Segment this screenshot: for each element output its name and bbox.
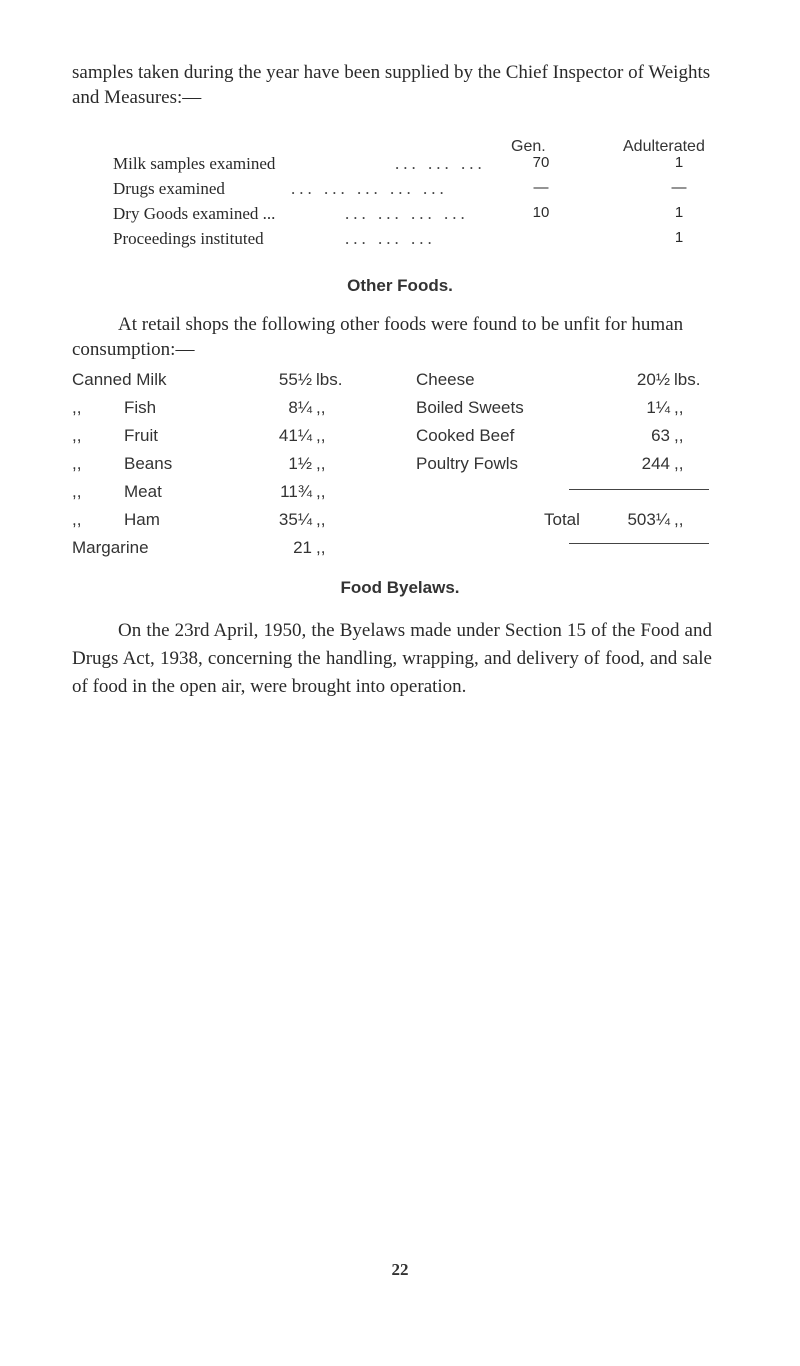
food-row	[72, 538, 732, 562]
gen-value: 10	[532, 204, 550, 221]
adulterated-value: 1	[674, 229, 684, 246]
food-name: Cooked Beef	[416, 426, 515, 445]
food-name-text: Meat	[124, 482, 162, 501]
byelaws-paragraph	[72, 617, 712, 701]
row-label: Proceedings instituted	[113, 229, 264, 248]
total-rule-top	[569, 489, 709, 490]
ditto-mark: ,,	[72, 510, 82, 529]
inspection-row	[113, 179, 713, 201]
inspection-row	[113, 204, 713, 226]
byelaws-text: On the 23rd April, 1950, the Byelaws made under Section 15 of the Food and Drugs Act, 1938, concerning the handling, wrapping, and delivery of food, and sale of food in the open air, were brought into operation.	[72, 620, 712, 697]
leader-dots: ... ... ...	[395, 154, 486, 173]
food-qty: 1½	[288, 454, 312, 473]
adulterated-value: —	[671, 179, 687, 196]
col-adulterated-header: Adulterated	[623, 138, 705, 155]
row-label: Dry Goods examined ...	[113, 204, 276, 223]
leader-dots: ... ... ... ... ...	[291, 179, 448, 198]
ditto-mark: ,,	[72, 454, 82, 473]
food-qty: 35¼	[278, 510, 312, 529]
food-unit: ,,	[316, 454, 326, 473]
ditto-mark: ,,	[72, 482, 82, 501]
food-unit: ,,	[316, 482, 326, 501]
other-foods-intro-text: At retail shops the following other foods were found to be unfit for human consumption:—	[72, 314, 684, 360]
food-amount	[622, 426, 732, 446]
leader-dots: ... ... ... ...	[345, 204, 469, 223]
inspection-row	[113, 229, 713, 251]
food-row	[72, 482, 732, 506]
food-amount	[622, 454, 732, 474]
food-name-text: Beans	[124, 454, 173, 473]
col-gen-header: Gen.	[511, 138, 546, 155]
food-unit: ,,	[674, 398, 684, 417]
inspection-row	[113, 154, 713, 176]
total-rule-bottom	[569, 543, 709, 544]
food-qty: 1¼	[646, 398, 670, 417]
total-row	[72, 510, 732, 534]
food-amount	[272, 482, 360, 502]
food-qty: 63	[651, 426, 670, 445]
food-amount	[272, 538, 360, 558]
food-qty: 20½	[636, 370, 670, 389]
row-label: Drugs examined	[113, 179, 225, 198]
food-qty: 21	[293, 538, 312, 557]
food-unit: ,,	[316, 538, 326, 557]
total-qty: 503¼	[627, 510, 670, 529]
total-label: Total	[544, 510, 580, 529]
total-unit: ,,	[674, 510, 684, 529]
food-qty: 8¼	[288, 398, 312, 417]
food-name: Poultry Fowls	[416, 454, 519, 473]
byelaws-heading: Food Byelaws.	[340, 578, 460, 597]
food-name: Margarine	[72, 538, 149, 557]
food-qty: 41¼	[278, 426, 312, 445]
food-name: Boiled Sweets	[416, 398, 524, 417]
food-name: Cheese	[416, 370, 475, 389]
food-name-text: Ham	[124, 510, 160, 529]
food-amount	[622, 370, 732, 390]
food-row-right	[72, 370, 732, 394]
food-name	[72, 482, 162, 502]
food-row-right	[72, 398, 732, 422]
food-unit: ,,	[674, 454, 684, 473]
food-unit: ,,	[316, 426, 326, 445]
gen-value: —	[533, 179, 549, 196]
food-name-text: Fruit	[124, 426, 158, 445]
leader-dots: ... ... ...	[345, 229, 436, 248]
food-row-right	[72, 426, 732, 450]
food-qty: 11¾	[280, 482, 312, 501]
food-name-text: Fish	[124, 398, 157, 417]
food-name: Canned Milk	[72, 370, 167, 389]
adulterated-value: 1	[674, 154, 684, 171]
gen-value: 70	[532, 154, 550, 171]
other-foods-heading: Other Foods.	[347, 276, 453, 295]
food-unit: ,,	[674, 426, 684, 445]
ditto-mark: ,,	[72, 426, 82, 445]
intro-paragraph: samples taken during the year have been supplied by the Chief Inspector of Weights and Measures:—	[72, 62, 711, 108]
ditto-mark: ,,	[72, 398, 82, 417]
food-qty: 244	[641, 454, 670, 473]
food-unit: lbs.	[316, 370, 343, 389]
food-unit: lbs.	[674, 370, 701, 389]
page-number: 22	[391, 1260, 409, 1279]
food-unit: ,,	[316, 398, 326, 417]
food-qty: 55½	[278, 370, 312, 389]
adulterated-value: 1	[674, 204, 684, 221]
food-unit: ,,	[316, 510, 326, 529]
other-foods-intro	[72, 312, 732, 362]
food-row-right	[72, 454, 732, 478]
food-amount	[622, 398, 732, 418]
total-amount	[622, 510, 732, 530]
row-label: Milk samples examined	[113, 154, 276, 173]
